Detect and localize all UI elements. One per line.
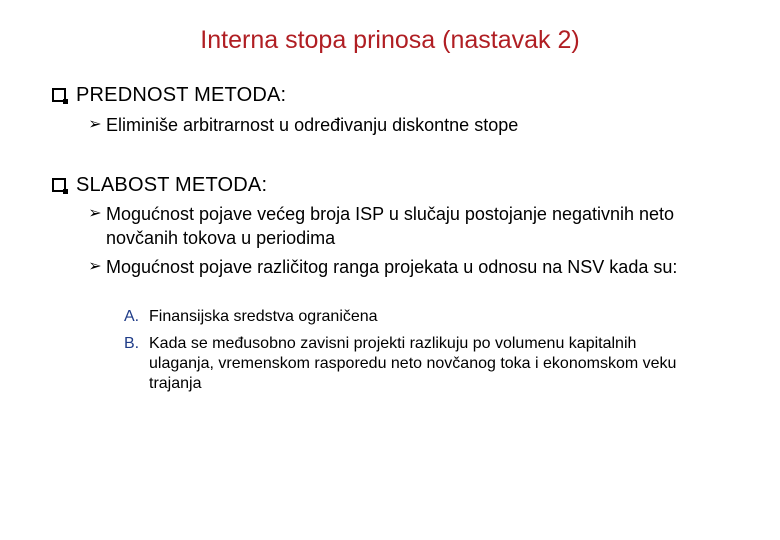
arrowhead-bullet-icon: ➢ xyxy=(88,205,102,222)
lettered-item-text: Finansijska sredstva ograničena xyxy=(149,308,378,325)
square-bullet-icon xyxy=(52,88,66,102)
list-item xyxy=(88,255,718,279)
list-letter: A. xyxy=(124,308,140,325)
list-item-text: Eliminiše arbitrarnost u određivanju diskontne stope xyxy=(106,115,519,135)
arrowhead-bullet-icon: ➢ xyxy=(88,116,102,133)
arrowhead-bullet-icon: ➢ xyxy=(88,258,102,275)
section-prednost-heading xyxy=(52,82,286,108)
list-letter: B. xyxy=(124,335,140,352)
section-label: SLABOST METODA: xyxy=(76,174,268,196)
square-bullet-icon xyxy=(52,178,66,192)
section-label: PREDNOST METODA: xyxy=(76,84,287,106)
list-item-text: Mogućnost pojave većeg broja ISP u slučaju postojanje negativnih neto novčanih tokova u periodima xyxy=(106,204,675,248)
lettered-item xyxy=(124,334,704,394)
list-item-text: Mogućnost pojave različitog ranga projekata u odnosu na NSV kada su: xyxy=(106,257,678,277)
lettered-item xyxy=(124,307,724,327)
slide-title: Interna stopa prinosa (nastavak 2) xyxy=(200,26,580,54)
list-item xyxy=(88,113,728,137)
lettered-item-text: Kada se međusobno zavisni projekti razlikuju po volumenu kapitalnih ulaganja, vremenskom rasporedu neto novčanog toka i ekonomskom veku trajanja xyxy=(149,335,677,392)
section-slabost-heading xyxy=(52,172,267,198)
list-item xyxy=(88,202,718,250)
